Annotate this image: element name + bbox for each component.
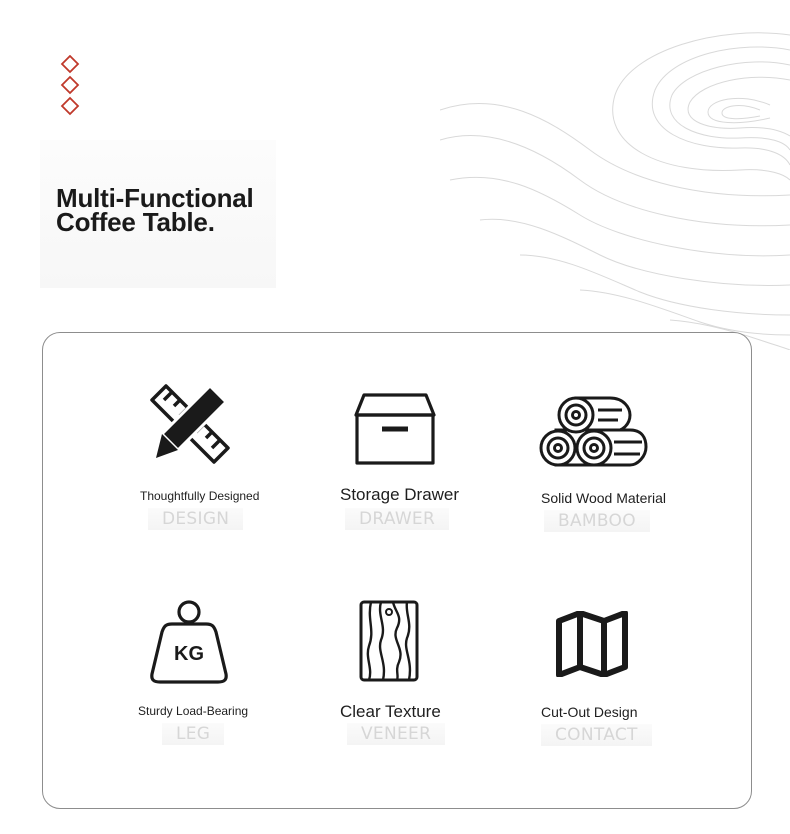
diamond-accent-icon (60, 55, 80, 119)
feature-ghost-text: CONTACT (541, 724, 652, 746)
feature-label: Clear Texture (340, 702, 441, 721)
feature-label: Sturdy Load-Bearing (138, 704, 249, 718)
pencil-ruler-icon (148, 382, 232, 464)
feature-label: Solid Wood Material (541, 490, 667, 506)
page-title-line-1: Multi-Functional (56, 183, 254, 213)
feature-ghost-text: LEG (162, 723, 224, 745)
contour-pattern-background (440, 30, 790, 350)
feature-label: Cut-Out Design (541, 704, 638, 720)
feature-ghost-text: VENEER (347, 723, 445, 745)
feature-label: Storage Drawer (340, 485, 460, 504)
feature-ghost-text: DESIGN (148, 508, 243, 530)
svg-text:KG: KG (174, 643, 204, 665)
feature-ghost-text: DRAWER (345, 508, 449, 530)
storage-box-icon (354, 393, 436, 465)
folded-map-icon (556, 611, 628, 677)
kettlebell-kg-icon (150, 600, 228, 684)
wood-grain-icon (359, 600, 419, 682)
feature-label: Thoughtfully Designed (140, 489, 260, 503)
page-title-line-2: Coffee Table. (56, 207, 215, 237)
page-title (56, 183, 254, 237)
feature-ghost-text: BAMBOO (544, 510, 650, 532)
wood-logs-icon (538, 396, 648, 468)
